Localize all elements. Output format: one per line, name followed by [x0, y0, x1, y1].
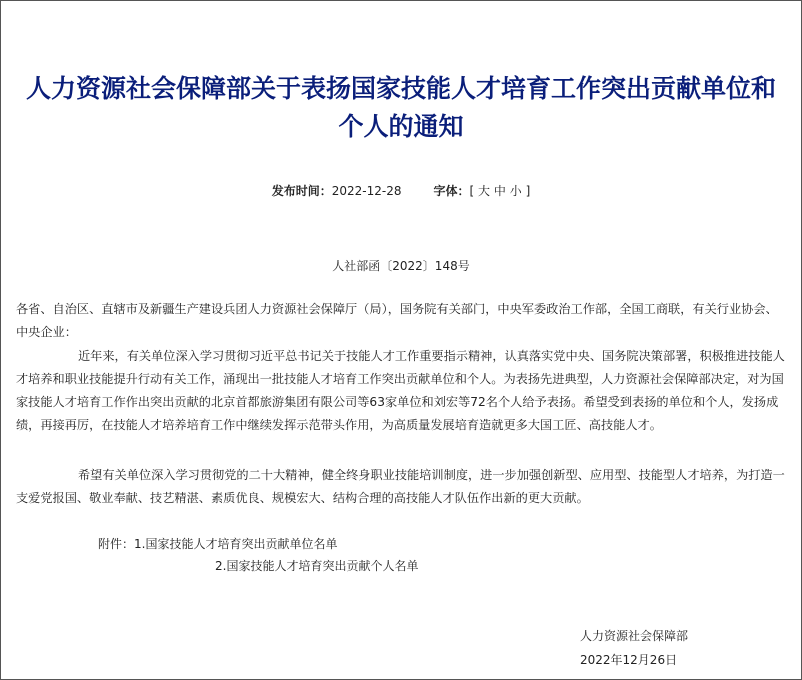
signature-date: 2022年12月26日 — [580, 653, 678, 667]
body-paragraph-2: 希望有关单位深入学习贯彻党的二十大精神，健全终身职业技能培训制度，进一步加强创新型、应用型、技能型人才培养，为打造一支爱党报国、敬业奉献、技艺精湛、素质优良、规模宏大、结构合理的高技能人才队伍作出新的更大贡献。 — [16, 468, 785, 505]
article-meta — [0, 182, 802, 199]
font-size-small-link[interactable]: 小 — [509, 184, 522, 198]
signature-organization: 人力资源社会保障部 — [580, 629, 689, 643]
font-size-large-link[interactable]: 大 — [478, 184, 491, 198]
attachment-item-2: 2.国家技能人才培育突出贡献个人名单 — [215, 559, 419, 573]
bracket-open: [ — [469, 184, 475, 198]
document-number: 人社部函〔2022〕148号 — [332, 259, 470, 273]
font-size-medium-link[interactable]: 中 — [493, 184, 506, 198]
bracket-close: ] — [525, 184, 531, 198]
addressee-paragraph: 各省、自治区、直辖市及新疆生产建设兵团人力资源社会保障厅（局），国务院有关部门，中央军委政治工作部，全国工商联，有关行业协会、中央企业： — [16, 302, 778, 339]
attachment-line-1 — [98, 535, 337, 552]
body-paragraph-1: 近年来，有关单位深入学习贯彻习近平总书记关于技能人才工作重要指示精神，认真落实党中央、国务院决策部署，积极推进技能人才培养和职业技能提升行动有关工作，涌现出一批技能人才培育工作突出贡献单位和个人。为表扬先进典型，人力资源社会保障部决定，对为国家技能人才培育工作作出突出贡献的北京首都旅游集团有限公司等63家单位和刘宏等72名个人给予表扬。希望受到表扬的单位和个人，发扬成绩，再接再厉，在技能人才培养培育工作中继续发挥示范带头作用，为高质量发展培育造就更多大国工匠、高技能人才。 — [16, 349, 785, 432]
attachment-item-1: 1.国家技能人才培育突出贡献单位名单 — [134, 537, 338, 551]
article-title: 人力资源社会保障部关于表扬国家技能人才培育工作突出贡献单位和个人的通知 — [25, 74, 776, 141]
attachment-label: 附件： — [98, 537, 135, 551]
font-size-label: 字体： — [433, 184, 470, 198]
publish-time-label: 发布时间： — [271, 184, 332, 198]
publish-date: 2022-12-28 — [331, 184, 402, 198]
